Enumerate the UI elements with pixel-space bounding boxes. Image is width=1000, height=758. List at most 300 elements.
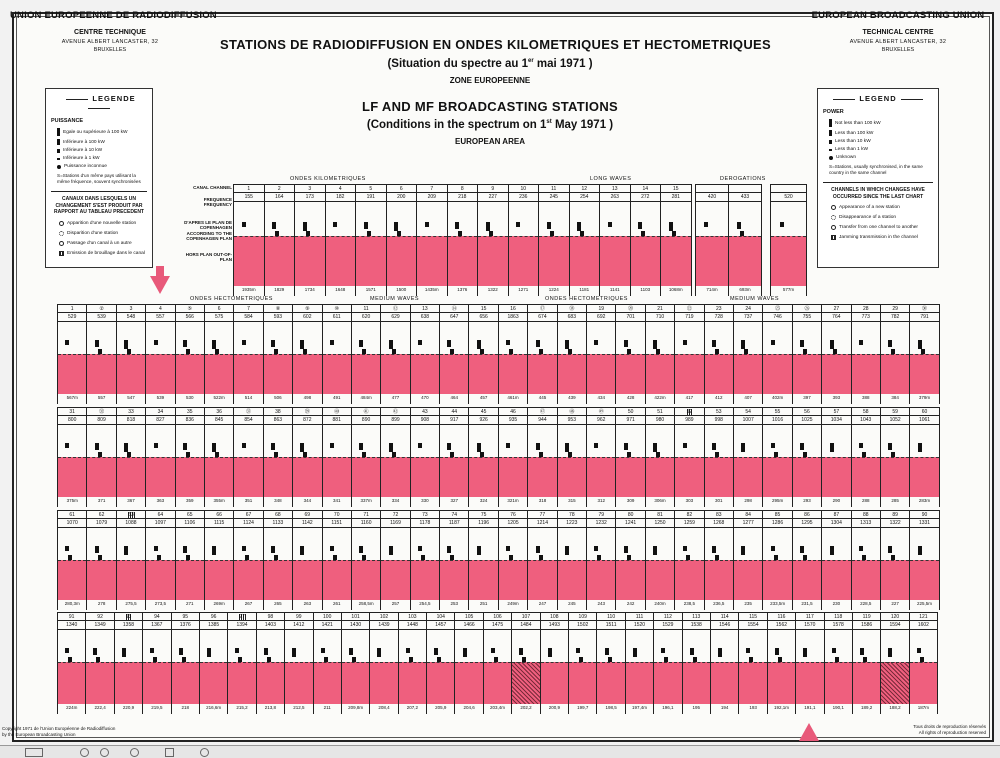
lf-row-labels — [175, 185, 232, 269]
frequency-khz: 800 — [58, 416, 86, 425]
channel-column — [541, 612, 569, 714]
wavelength-m: 195 — [692, 705, 701, 710]
channel-number: ⑳ — [616, 304, 644, 313]
frequency-khz: 1520 — [626, 621, 653, 630]
out-of-plan-band — [881, 662, 908, 704]
frequency-khz: 1430 — [342, 621, 369, 630]
channel-number: 13 — [600, 184, 630, 193]
wavelength-m: 407 — [744, 395, 752, 400]
out-of-plan-band — [440, 560, 468, 600]
channel-column — [661, 184, 692, 296]
channel-column — [205, 304, 234, 404]
channel-number: 80 — [616, 510, 644, 519]
legend-change-item: Jamming transmission in the channel — [831, 235, 933, 240]
power-bar-icon — [57, 149, 60, 153]
station-power-bar — [303, 222, 307, 231]
channel-number: 69 — [293, 510, 321, 519]
station-power-bar — [704, 222, 708, 227]
frequency-khz: 1250 — [646, 519, 674, 528]
frequency-khz: 1554 — [739, 621, 766, 630]
wavelength-m: 247 — [538, 601, 547, 606]
wavelength-m: 547 — [127, 395, 135, 400]
frequency-khz: 935 — [499, 416, 527, 425]
wavelength-m: 238,5 — [683, 601, 696, 606]
wavelength-m: 1181 — [579, 287, 590, 292]
channel-number: 102 — [370, 612, 397, 621]
channel-number: 56 — [793, 407, 821, 416]
out-of-plan-band — [205, 560, 233, 600]
station-power-bar — [832, 648, 836, 653]
station-power-bar — [150, 648, 154, 653]
channel-column — [58, 407, 87, 507]
out-of-plan-band — [499, 560, 527, 600]
channel-number: 6 — [205, 304, 233, 313]
wavelength-m: 200,9 — [548, 705, 560, 710]
station-power-bar — [434, 648, 438, 655]
out-of-plan-band — [469, 354, 497, 394]
channel-column — [705, 304, 734, 404]
channel-number: 94 — [143, 612, 170, 621]
channel-number: 59 — [881, 407, 909, 416]
long-wave-grid — [233, 184, 692, 296]
out-of-plan-band — [314, 662, 341, 704]
station-power-bar — [888, 546, 892, 553]
wavelength-m: 301 — [715, 498, 723, 503]
zoom-in-icon[interactable] — [80, 748, 89, 757]
channel-number: 33 — [117, 407, 145, 416]
legend-power-item: Unknown — [829, 155, 933, 160]
channel-number: 1 — [234, 184, 264, 193]
station-power-bar — [771, 546, 775, 551]
power-bar-icon — [829, 119, 832, 127]
frequency-khz: 1088 — [117, 519, 145, 528]
channel-column — [314, 612, 342, 714]
frequency-khz: 1586 — [853, 621, 880, 630]
channel-number: 103 — [399, 612, 426, 621]
wavelength-m: 309 — [626, 498, 635, 503]
channel-column — [793, 510, 822, 610]
channel-column — [440, 407, 469, 507]
channel-column — [626, 612, 654, 714]
wavelength-m: 261 — [332, 601, 341, 606]
station-power-bar — [653, 443, 657, 452]
org-dept-fr: CENTRE TECHNIQUE — [74, 29, 146, 36]
station-power-bar — [389, 340, 393, 349]
channel-column — [705, 510, 734, 610]
station-power-bar — [624, 546, 628, 553]
fit-icon[interactable] — [130, 748, 139, 757]
channel-number: 74 — [440, 510, 468, 519]
channel-number: 27 — [822, 304, 850, 313]
wavelength-m: 197,4m — [632, 705, 648, 710]
channel-column — [455, 612, 483, 714]
lf-title-en: LONG WAVES — [590, 176, 632, 182]
out-of-plan-band — [558, 354, 586, 394]
legend-title: LEGEND — [823, 94, 933, 103]
out-of-plan-band — [176, 560, 204, 600]
frequency-khz: 1421 — [314, 621, 341, 630]
out-of-plan-band — [455, 662, 482, 704]
station-power-bar — [272, 222, 276, 229]
rotate-icon[interactable] — [200, 748, 209, 757]
station-power-bar — [605, 648, 609, 655]
out-of-plan-band — [675, 457, 703, 497]
channel-number: 34 — [146, 407, 174, 416]
wavelength-m: 228,5 — [860, 601, 872, 606]
channel-number: 10 — [509, 184, 539, 193]
out-of-plan-band — [143, 662, 170, 704]
wavelength-m: 445 — [538, 395, 547, 400]
wavelength-m: 212,5 — [293, 705, 305, 710]
channel-column — [675, 304, 704, 404]
station-power-bar — [800, 546, 804, 553]
wavelength-m: 253 — [450, 601, 459, 606]
wavelength-m: 1141 — [609, 287, 620, 292]
out-of-plan-band — [852, 560, 880, 600]
wavelength-m: 351 — [244, 498, 253, 503]
wavelength-m: 273,5 — [154, 601, 166, 606]
out-of-plan-band — [597, 662, 624, 704]
channel-number: 2 — [265, 184, 295, 193]
frequency-khz: 917 — [440, 416, 468, 425]
out-of-plan-band — [469, 457, 497, 497]
legend-power-item: Inférieure à 100 kW — [57, 139, 147, 145]
wavelength-m: 240m — [654, 601, 666, 606]
station-power-bar — [918, 340, 922, 349]
wavelength-m: 461m — [507, 395, 519, 400]
channel-number: 99 — [285, 612, 312, 621]
channel-number: 51 — [646, 407, 674, 416]
frequency-khz: 602 — [293, 313, 321, 322]
out-of-plan-band — [411, 457, 439, 497]
frequency-khz: 728 — [705, 313, 733, 322]
station-power-bar — [271, 340, 275, 347]
station-power-bar — [608, 222, 612, 227]
frequency-khz: 1241 — [616, 519, 644, 528]
wavelength-m: 257 — [391, 601, 400, 606]
lf-title-fr: ONDES KILOMETRIQUES — [290, 176, 366, 182]
frequency-khz: 1286 — [763, 519, 791, 528]
channel-column — [646, 510, 675, 610]
channel-column — [646, 407, 675, 507]
derogations-grid-2 — [770, 184, 807, 296]
legend-change-item: Disappearance of a station — [831, 215, 933, 220]
frequency-khz: 1169 — [381, 519, 409, 528]
out-of-plan-band — [541, 662, 568, 704]
org-name-fr: UNION EUROPEENNE DE RADIODIFFUSION — [10, 10, 217, 21]
frequency-khz: 1403 — [257, 621, 284, 630]
channel-column — [370, 612, 398, 714]
wavelength-m: 208,4 — [378, 705, 390, 710]
channel-column — [234, 510, 263, 610]
channel-column — [264, 407, 293, 507]
station-power-bar — [207, 648, 211, 657]
highlight-arrow-down-icon — [150, 276, 170, 294]
legend-change-item: Apparition d'une nouvelle station — [59, 221, 147, 226]
out-of-plan-band — [705, 354, 733, 394]
org-dept-en: TECHNICAL CENTRE — [862, 29, 934, 36]
out-of-plan-band — [616, 560, 644, 600]
frequency-khz: 674 — [528, 313, 556, 322]
channel-number: 62 — [87, 510, 115, 519]
channel-column — [143, 612, 171, 714]
channel-number: 89 — [881, 510, 909, 519]
channel-number: 87 — [822, 510, 850, 519]
wavelength-m: 498 — [303, 395, 312, 400]
channel-column — [558, 407, 587, 507]
out-of-plan-band — [683, 662, 710, 704]
out-of-plan-band — [734, 457, 762, 497]
legend-power-heading: PUISSANCE — [51, 118, 84, 124]
channel-column — [323, 407, 352, 507]
channel-number: 29 — [881, 304, 909, 313]
wavelength-m: 193 — [749, 705, 757, 710]
out-of-plan-band — [539, 236, 569, 286]
channel-number: 16 — [499, 304, 527, 313]
station-power-bar — [771, 443, 775, 448]
medium-wave-grid-row-4 — [57, 612, 938, 714]
wavelength-m: 303 — [685, 498, 694, 503]
legend-change-item: Emission de brouillage dans le canal — [59, 251, 147, 256]
channel-number: 121 — [910, 612, 937, 621]
wavelength-m: 371 — [97, 498, 106, 503]
channel-column — [293, 510, 322, 610]
channel-column — [793, 304, 822, 404]
legend-power-item: Not less than 100 kW — [829, 119, 933, 127]
station-power-bar — [536, 443, 540, 450]
wavelength-m: 267 — [244, 601, 253, 606]
org-city-fr: BRUXELLES — [93, 47, 127, 53]
station-power-bar — [212, 340, 216, 349]
frequency-khz: 1358 — [115, 621, 142, 630]
out-of-plan-band — [654, 662, 681, 704]
station-power-bar — [771, 340, 775, 345]
wavelength-m: 557 — [97, 395, 106, 400]
frequency-khz: 746 — [763, 313, 791, 322]
frequency-khz: 1079 — [87, 519, 115, 528]
station-power-bar — [183, 546, 187, 553]
zoom-out-icon[interactable] — [100, 748, 109, 757]
wavelength-m: 198,5 — [605, 705, 617, 710]
channel-column — [417, 184, 448, 296]
out-of-plan-band — [796, 662, 823, 704]
station-power-bar — [300, 340, 304, 349]
out-of-plan-band — [352, 354, 380, 394]
station-power-bar — [242, 443, 246, 448]
station-power-bar — [271, 546, 275, 553]
channel-column — [881, 510, 910, 610]
station-power-bar — [718, 648, 722, 657]
channel-number: 101 — [342, 612, 369, 621]
legend-power-item: Puissance inconnue — [57, 164, 147, 169]
title-fr: STATIONS DE RADIODIFFUSION EN ONDES KILOMETRIQUES ET HECTOMETRIQUES — [220, 37, 771, 52]
frequency-khz: 1313 — [852, 519, 880, 528]
station-power-bar — [377, 648, 381, 657]
out-of-plan-band — [176, 354, 204, 394]
wavelength-m: 363 — [156, 498, 165, 503]
out-of-plan-band — [352, 457, 380, 497]
channel-number: 108 — [541, 612, 568, 621]
channel-number: 90 — [910, 510, 938, 519]
wavelength-m: 417 — [685, 395, 694, 400]
wavelength-m: 222,4 — [94, 705, 106, 710]
channel-column — [646, 304, 675, 404]
station-power-bar — [65, 340, 69, 345]
station-power-bar — [425, 222, 429, 227]
wavelength-m: 1376 — [457, 287, 468, 292]
channel-column — [539, 184, 570, 296]
channel-column — [264, 510, 293, 610]
channel-number: 106 — [484, 612, 511, 621]
channel-column — [910, 612, 938, 714]
out-of-plan-band — [87, 354, 115, 394]
station-power-bar — [576, 648, 580, 653]
frequency-khz: 737 — [734, 313, 762, 322]
channel-column — [910, 510, 939, 610]
channel-column — [616, 510, 645, 610]
wavelength-m: 207,2 — [406, 705, 419, 710]
channel-number: ② — [87, 304, 115, 313]
out-of-plan-band — [910, 662, 937, 704]
channel-column — [146, 304, 175, 404]
frequency-khz: 263 — [600, 193, 630, 202]
station-power-bar — [780, 222, 784, 227]
wavelength-m: 242 — [626, 601, 635, 606]
frequency-khz: 1578 — [825, 621, 852, 630]
out-of-plan-band — [234, 354, 262, 394]
station-power-bar — [242, 546, 246, 551]
channel-column — [87, 407, 116, 507]
channel-number: 104 — [427, 612, 454, 621]
station-power-bar — [359, 443, 363, 450]
out-of-plan-band — [58, 560, 86, 600]
power-bar-icon — [829, 130, 832, 136]
out-of-plan-band — [616, 457, 644, 497]
wavelength-m: 280,3m — [64, 601, 80, 606]
frequency-khz: 1142 — [293, 519, 321, 528]
station-power-bar — [463, 648, 467, 657]
channel-number: 58 — [852, 407, 880, 416]
station-power-bar — [830, 443, 834, 452]
frequency-khz: 1562 — [768, 621, 795, 630]
channel-column — [205, 407, 234, 507]
wavelength-m: 355m — [213, 498, 225, 503]
station-power-bar — [389, 443, 393, 452]
channel-column — [499, 510, 528, 610]
out-of-plan-band — [352, 560, 380, 600]
frequency-khz: 1331 — [910, 519, 938, 528]
wavelength-m: 412 — [715, 395, 723, 400]
wavelength-m: 1103 — [640, 287, 651, 292]
frequency-khz: 1340 — [58, 621, 85, 630]
frequency-khz: 782 — [881, 313, 909, 322]
channel-column — [910, 304, 939, 404]
channel-number — [696, 184, 728, 193]
station-power-bar — [712, 340, 716, 347]
frequency-khz: 647 — [440, 313, 468, 322]
legend-divider — [51, 191, 147, 192]
channel-number: 114 — [711, 612, 738, 621]
station-power-bar — [860, 648, 864, 655]
subtitle-fr: (Situation du spectre au 1er mai 1971 ) — [387, 58, 593, 70]
out-of-plan-band — [440, 457, 468, 497]
station-power-bar — [491, 648, 495, 653]
wavelength-m: 216,6m — [206, 705, 222, 710]
wavelength-m: 348 — [274, 498, 282, 503]
legend-power-item: Less than 1 kW — [829, 147, 933, 152]
wavelength-m: 1435m — [424, 287, 439, 292]
label-frequency: FREQUENCE FREQUENCY — [203, 196, 232, 207]
out-of-plan-band — [771, 236, 806, 286]
station-power-bar — [548, 648, 552, 657]
channel-column — [881, 407, 910, 507]
channel-number: 85 — [763, 510, 791, 519]
out-of-plan-band — [381, 457, 409, 497]
frequency-khz: 1007 — [734, 416, 762, 425]
station-power-bar — [212, 546, 216, 555]
station-power-bar — [300, 443, 304, 452]
frequency-khz: 520 — [771, 193, 806, 202]
wavelength-m: 249m — [507, 601, 519, 606]
station-power-bar — [741, 443, 745, 452]
frequency-khz: 155 — [234, 193, 264, 202]
station-power-bar — [212, 443, 216, 452]
frequency-khz: 1349 — [86, 621, 113, 630]
fullscreen-icon[interactable] — [165, 748, 174, 757]
frequency-khz: 1034 — [822, 416, 850, 425]
wavelength-m: 393 — [832, 395, 841, 400]
channel-column — [326, 184, 357, 296]
wavelength-m: 514 — [244, 395, 253, 400]
station-power-bar — [633, 648, 637, 657]
frequency-khz: 1268 — [705, 519, 733, 528]
channel-number: 21 — [646, 304, 674, 313]
org-address-fr: AVENUE ALBERT LANCASTER, 32 — [61, 39, 159, 45]
wavelength-m: 1271 — [518, 287, 529, 292]
channel-column — [58, 510, 87, 610]
frequency-khz: 1052 — [881, 416, 909, 425]
wavelength-m: 470 — [421, 395, 429, 400]
frequency-khz: 1412 — [285, 621, 312, 630]
frequency-khz: 872 — [293, 416, 321, 425]
copyright: Copyright 1971 de l'Union Européenne de Radiodiffusion by the European Broadcasting Union — [2, 726, 116, 737]
wavelength-m: 324 — [479, 498, 488, 503]
channel-number: 52 — [675, 407, 703, 416]
channel-number: ⑩ — [323, 304, 351, 313]
channel-number: 111 — [626, 612, 653, 621]
frequency-khz: 629 — [381, 313, 409, 322]
frequency-khz: 182 — [326, 193, 356, 202]
out-of-plan-band — [411, 560, 439, 600]
frequency-khz: 272 — [631, 193, 661, 202]
mw-title-en: MEDIUM WAVES — [370, 296, 420, 302]
page-field[interactable] — [25, 748, 43, 757]
frequency-khz: 656 — [469, 313, 497, 322]
channel-column — [763, 407, 792, 507]
frequency-khz: 1304 — [822, 519, 850, 528]
station-power-bar — [333, 222, 337, 227]
frequency-khz: 926 — [469, 416, 497, 425]
out-of-plan-band — [705, 457, 733, 497]
channel-number: 45 — [469, 407, 497, 416]
station-power-bar — [519, 648, 523, 655]
channel-number: ⑤ — [176, 304, 204, 313]
wavelength-m: 211 — [323, 705, 331, 710]
station-power-bar — [565, 443, 569, 452]
channel-column — [558, 304, 587, 404]
frequency-khz: 557 — [146, 313, 174, 322]
channel-number: ⑨ — [293, 304, 321, 313]
